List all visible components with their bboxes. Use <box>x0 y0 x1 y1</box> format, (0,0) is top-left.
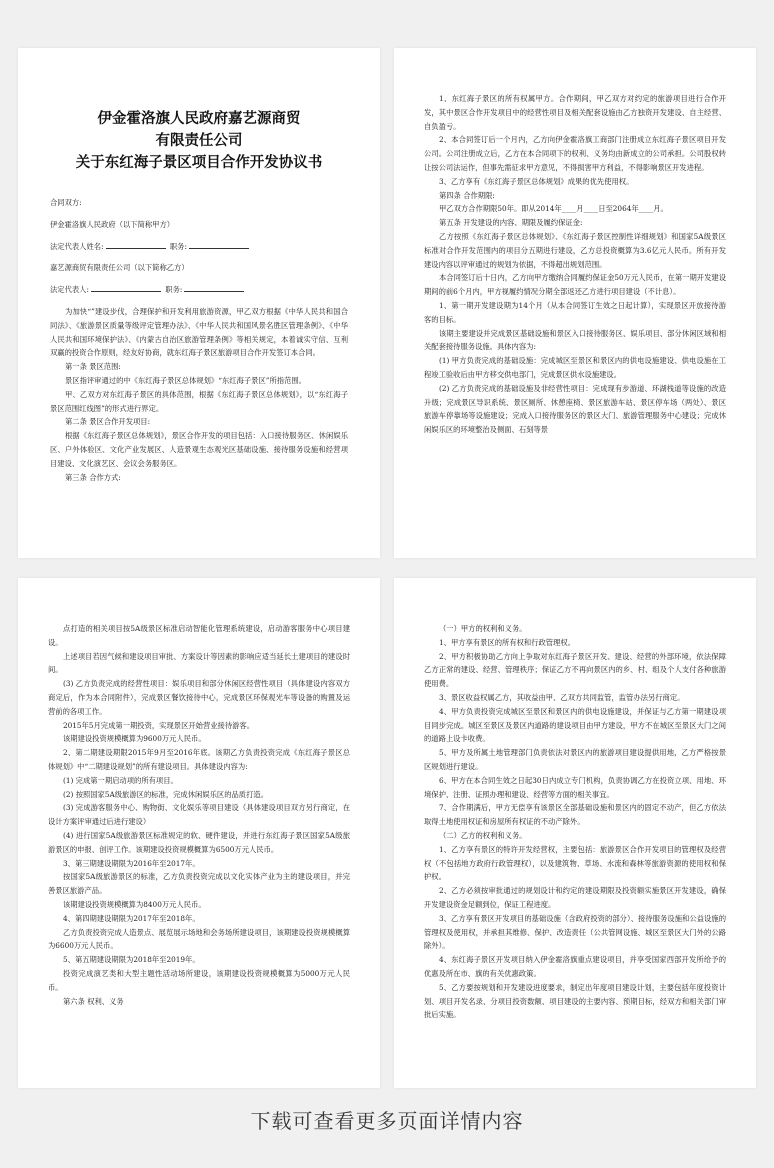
paragraph: 该期建设投资规模概算为9600万元人民币。 <box>63 734 206 744</box>
paragraph: （二）乙方的权利和义务。 <box>439 830 527 840</box>
paragraph: 4、第四期建设期限为2017年至2018年。 <box>63 913 200 923</box>
party-a: 伊金霍洛旗人民政府（以下简称甲方） <box>50 219 175 229</box>
document-page-4 <box>394 578 756 1088</box>
paragraph: 2015年5月完成第一期投资，实现景区开始营业接待游客。 <box>63 720 255 730</box>
paragraph: 5、乙方要按规划和开发建设进度要求，制定出年度项目建设计划，主要包括年度投资计划、项目开发名录、分项目投资数额、项目建设的主要内容、预期目标，经双方和相关部门审批后实施。 <box>424 982 726 1020</box>
paragraph: 本合同签订后十日内，乙方向甲方缴纳合同履约保证金50万元人民币，在第一期开发建设期间的前6个月内，甲方视履约情况分期全部返还乙方进行项目建设（不计息）。 <box>424 273 726 297</box>
paragraph: 2、第二期建设期限2015年9月至2016年底。该期乙方负责投资完成《东红海子景区总体规划》中“二期建设规划”的所有建设项目。具体建设内容为: <box>48 748 350 771</box>
party-b-title-label: 职务: <box>165 285 183 295</box>
paragraph: 6、甲方在本合同生效之日起30日内成立专门机构，负责协调乙方在投资立项、用地、环境保护、注册、证照办理和建设、经营等方面的相关事宜。 <box>424 775 726 799</box>
paragraph: 5、甲方及所属土地管理部门负责依法对景区内的旅游项目建设提供用地，乙方严格按景区规划进行建设。 <box>424 748 726 771</box>
paragraph: (3) 完成游客服务中心、购物街、文化娱乐等项目建设（具体建设项目双方另行商定，在设计方案评审通过后进行建设） <box>48 803 350 827</box>
paragraph: 点打造的相关项目按5A级景区标准启动智能化管理系统建设，启动游客服务中心项目建设。 <box>48 624 350 647</box>
paragraph: (2) 乙方负责完成的基础设施及非经营性项目：完成现有步游道、环湖栈道等设施的改造升级；完成景区导识系统、景区厕所、休憩座椅、景区旅游车站、景区停车场（两处）、景区旅游车停靠场等设施建设；完成入口接待服务区的景区大门、旅游管理服务中心建设；完成休闲娱乐区的环境整治及侧面、石刻等景 <box>424 383 726 435</box>
paragraph: 甲、乙双方对东红海子景区的具体范围，根据《东红海子景区总体规划》，以“东红海子景区范围红线图”的形式进行界定。 <box>50 389 348 413</box>
paragraph: 2、本合同签订后一个月内，乙方向伊金霍洛旗工商部门注册成立东红海子景区项目开发公司。公司注册成立后，乙方在本合同项下的权利、义务均由新成立的公司承担。公司股权转让按公司法运作，但事先需征求甲方意见，不得损害甲方利益，不得影响景区开发进程。 <box>424 135 726 172</box>
paragraph: 5、第五期建设期限为2018年至2019年。 <box>63 955 200 965</box>
paragraph: （一）甲方的权利和义务。 <box>439 624 527 633</box>
paragraph: (2) 按照国家5A级旅游区的标准，完成休闲娱乐区的品质打造。 <box>63 789 268 799</box>
paragraph: 乙方按照《东红海子景区总体规划》、《东红海子景区控制性详细规划》和国家5A级景区标准对合作开发范围内的项目分五期进行建设，乙方总投资概算为3.6亿元人民币。所有开发建设内容以评审通过的规划为依据，不得超出规划范围。 <box>424 231 726 269</box>
paragraph: 该期建设投资规模概算为8400万元人民币。 <box>63 899 206 909</box>
paragraph: 乙方负责投资完成人造景点、展览展示场地和会务场所建设项目，该期建设投资规模概算为6600万元人民币。 <box>48 927 350 951</box>
paragraph: 2、甲方积极协助乙方向上争取对东红海子景区开发、建设、经营的外部环境，依法保障乙方正常的建设、经营、管理秩序；保证乙方不再向景区内的乡、村、组及个人支付各种旅游使用费。 <box>424 651 726 689</box>
paragraph: 1、甲方享有景区的所有权和行政管理权。 <box>439 637 575 647</box>
paragraph: 根据《东红海子景区总体规划》，景区合作开发的项目包括：入口接待服务区、休闲娱乐区、户外体验区、文化产业发展区、人造景观生态观光区基础设施、接待服务设施和经营项目建设、文化演艺区、会议会务服务区。 <box>50 431 348 468</box>
paragraph: 4、甲方负责投资完成城区至景区和景区内的供电设施建设，并保证与乙方第一期建设项目同步完成。城区至景区及景区内道路的建设项目由甲方建设，甲方不在城区至景区大门之间的道路上设卡收费。 <box>424 706 726 744</box>
paragraph: (4) 进行国家5A级旅游景区标准规定的软、硬件建设，并进行东红海子景区国家5A级旅游景区的申报、创评工作。该期建设投资规模概算为6500万元人民币。 <box>48 830 350 854</box>
paragraph: 第六条 权利、义务 <box>63 996 124 1006</box>
party-b-rep-line <box>50 283 348 297</box>
document-page-2 <box>394 48 756 558</box>
document-page-3 <box>18 578 380 1088</box>
paragraph: 3、景区收益权属乙方，其收益由甲、乙双方共同监管，监管办法另行商定。 <box>439 692 685 702</box>
paragraph: 4、东红海子景区开发项目纳入伊金霍洛旗重点建设项目，并享受国家西部开发所给予的优惠及所在市、旗的有关优惠政策。 <box>424 955 726 978</box>
paragraph: 3、第三期建设期限为2016年至2017年。 <box>63 858 200 868</box>
paragraph: 投资完成演艺类和大型主题性活动场所建设，该期建设投资规模概算为5000万元人民币。 <box>48 968 350 992</box>
paragraph: 7、合作期满后，甲方无偿享有该景区全部基础设施和景区内的固定不动产，但乙方依法取得土地使用权证和房屋所有权证的不动产除外。 <box>424 803 726 827</box>
paragraph: 甲乙双方合作期限50年。即从2014年____月____日至2064年____月。 <box>439 204 668 214</box>
page-1-body <box>50 305 348 484</box>
paragraph: 1、乙方享有景区的特许开发经营权，主要包括：旅游景区合作开发项目的管理权及经营权（不包括地方政府行政管理权），以及建筑物、草场、水流和森林等旅游资源的使用权和保护权。 <box>424 844 726 882</box>
page-4-body <box>424 622 726 1022</box>
paragraph: 2、乙方必须按审批通过的规划设计和约定的建设期限及投资额实施景区开发建设，确保开发建设资金足额到位，保证工程进度。 <box>424 886 726 909</box>
paragraph: 第三条 合作方式: <box>65 472 121 482</box>
party-b-rep-label: 法定代表人: <box>50 285 89 295</box>
paragraph: (3) 乙方负责完成的经营性项目：娱乐项目和部分休闲区经营性项目（具体建设内容双方商定后，作为本合同附件），完成景区餐饮接待中心，完成景区环保观光车等设备的购置及运营前的各项工作。 <box>48 679 350 716</box>
party-a-rep-line <box>50 240 348 254</box>
document-title-line-1: 伊金霍洛旗人民政府嘉艺源商贸 <box>97 110 301 127</box>
paragraph: 景区指评审通过的中《东红海子景区总体规划》“东红海子景区”所指范围。 <box>65 375 306 385</box>
paragraph: 3、乙方享有《东红海子景区总体规划》成果的优先使用权。 <box>439 176 634 186</box>
page-3-body <box>48 622 350 1008</box>
paragraph: 1、第一期开发建设期为14个月（从本合同签订生效之日起计算），实现景区开放接待游客的目标。 <box>424 300 726 324</box>
document-title-line-2: 有限责任公司 <box>155 132 243 149</box>
party-header: 合同双方: <box>50 198 82 207</box>
signature-blank <box>106 240 166 249</box>
party-b: 嘉艺源商贸有限责任公司（以下简称乙方） <box>50 263 189 273</box>
signature-blank <box>91 283 161 292</box>
signature-blank <box>184 283 244 292</box>
document-page-1 <box>18 48 380 558</box>
download-more-footer[interactable]: 下载可查看更多页面详情内容 <box>250 1109 524 1133</box>
page-2-body <box>424 92 726 437</box>
party-a-title-label: 职务: <box>169 241 187 251</box>
paragraph: 为加快“”建设步伐，合理保护和开发利用旅游资源，甲乙双方根据《中华人民共和国合同法》、《旅游景区质量等级评定管理办法》、《中华人民共和国风景名胜区管理条例》、《中华人民共和国环境保护法》、《内蒙古自治区旅游管理条例》等相关规定，本着诚实守信、互利双赢的投资合作原则，经友好协商，就东红海子景区旅游项目合作开发签订本合同。 <box>50 306 348 358</box>
party-a-rep-label: 法定代表人姓名: <box>50 241 104 251</box>
paragraph: (1) 完成第一期启动项的所有项目。 <box>63 775 178 785</box>
document-title-line-3: 关于东红海子景区项目合作开发协议书 <box>75 154 323 171</box>
paragraph: 3、乙方享有景区开发项目的基础设施（含政府投资的部分）、接待服务设施和公益设施的管理权及使用权，并承担其维修、保护、改造责任（公共管网设施、城区至景区大门外的公路除外）。 <box>424 913 726 951</box>
paragraph: 第二条 景区合作开发项目: <box>65 417 151 427</box>
paragraph: (1) 甲方负责完成的基础设施：完成城区至景区和景区内的供电设施建设、供电设施在工程竣工验收后由甲方移交供电部门，完成景区供水设施建设。 <box>424 356 726 379</box>
paragraph: 按国家5A级旅游景区的标准，乙方负责投资完成以文化实体产业为主的建设项目，并完善景区旅游产品。 <box>48 872 350 896</box>
signature-blank <box>189 240 249 249</box>
paragraph: 第四条 合作期限: <box>439 190 495 200</box>
paragraph: 该期主要建设并完成景区基础设施和景区入口接待服务区、娱乐项目、部分休闲区域和相关配套接待服务设施。具体内容为: <box>424 328 726 352</box>
paragraph: 上述项目若因气候和建设项目审批、方案设计等因素的影响应适当延长土建项目的建设时间。 <box>48 651 350 675</box>
paragraph: 第五条 开发建设的内容、期限及履约保证金: <box>439 218 583 228</box>
paragraph: 第一条 景区范围: <box>65 362 121 372</box>
paragraph: 1、东红海子景区的所有权属甲方。合作期间，甲乙双方对约定的旅游项目进行合作开发，其中景区合作开发项目中的经营性项目及相关配套设施由乙方独资开发建设、自主经营、自负盈亏。 <box>424 94 726 131</box>
